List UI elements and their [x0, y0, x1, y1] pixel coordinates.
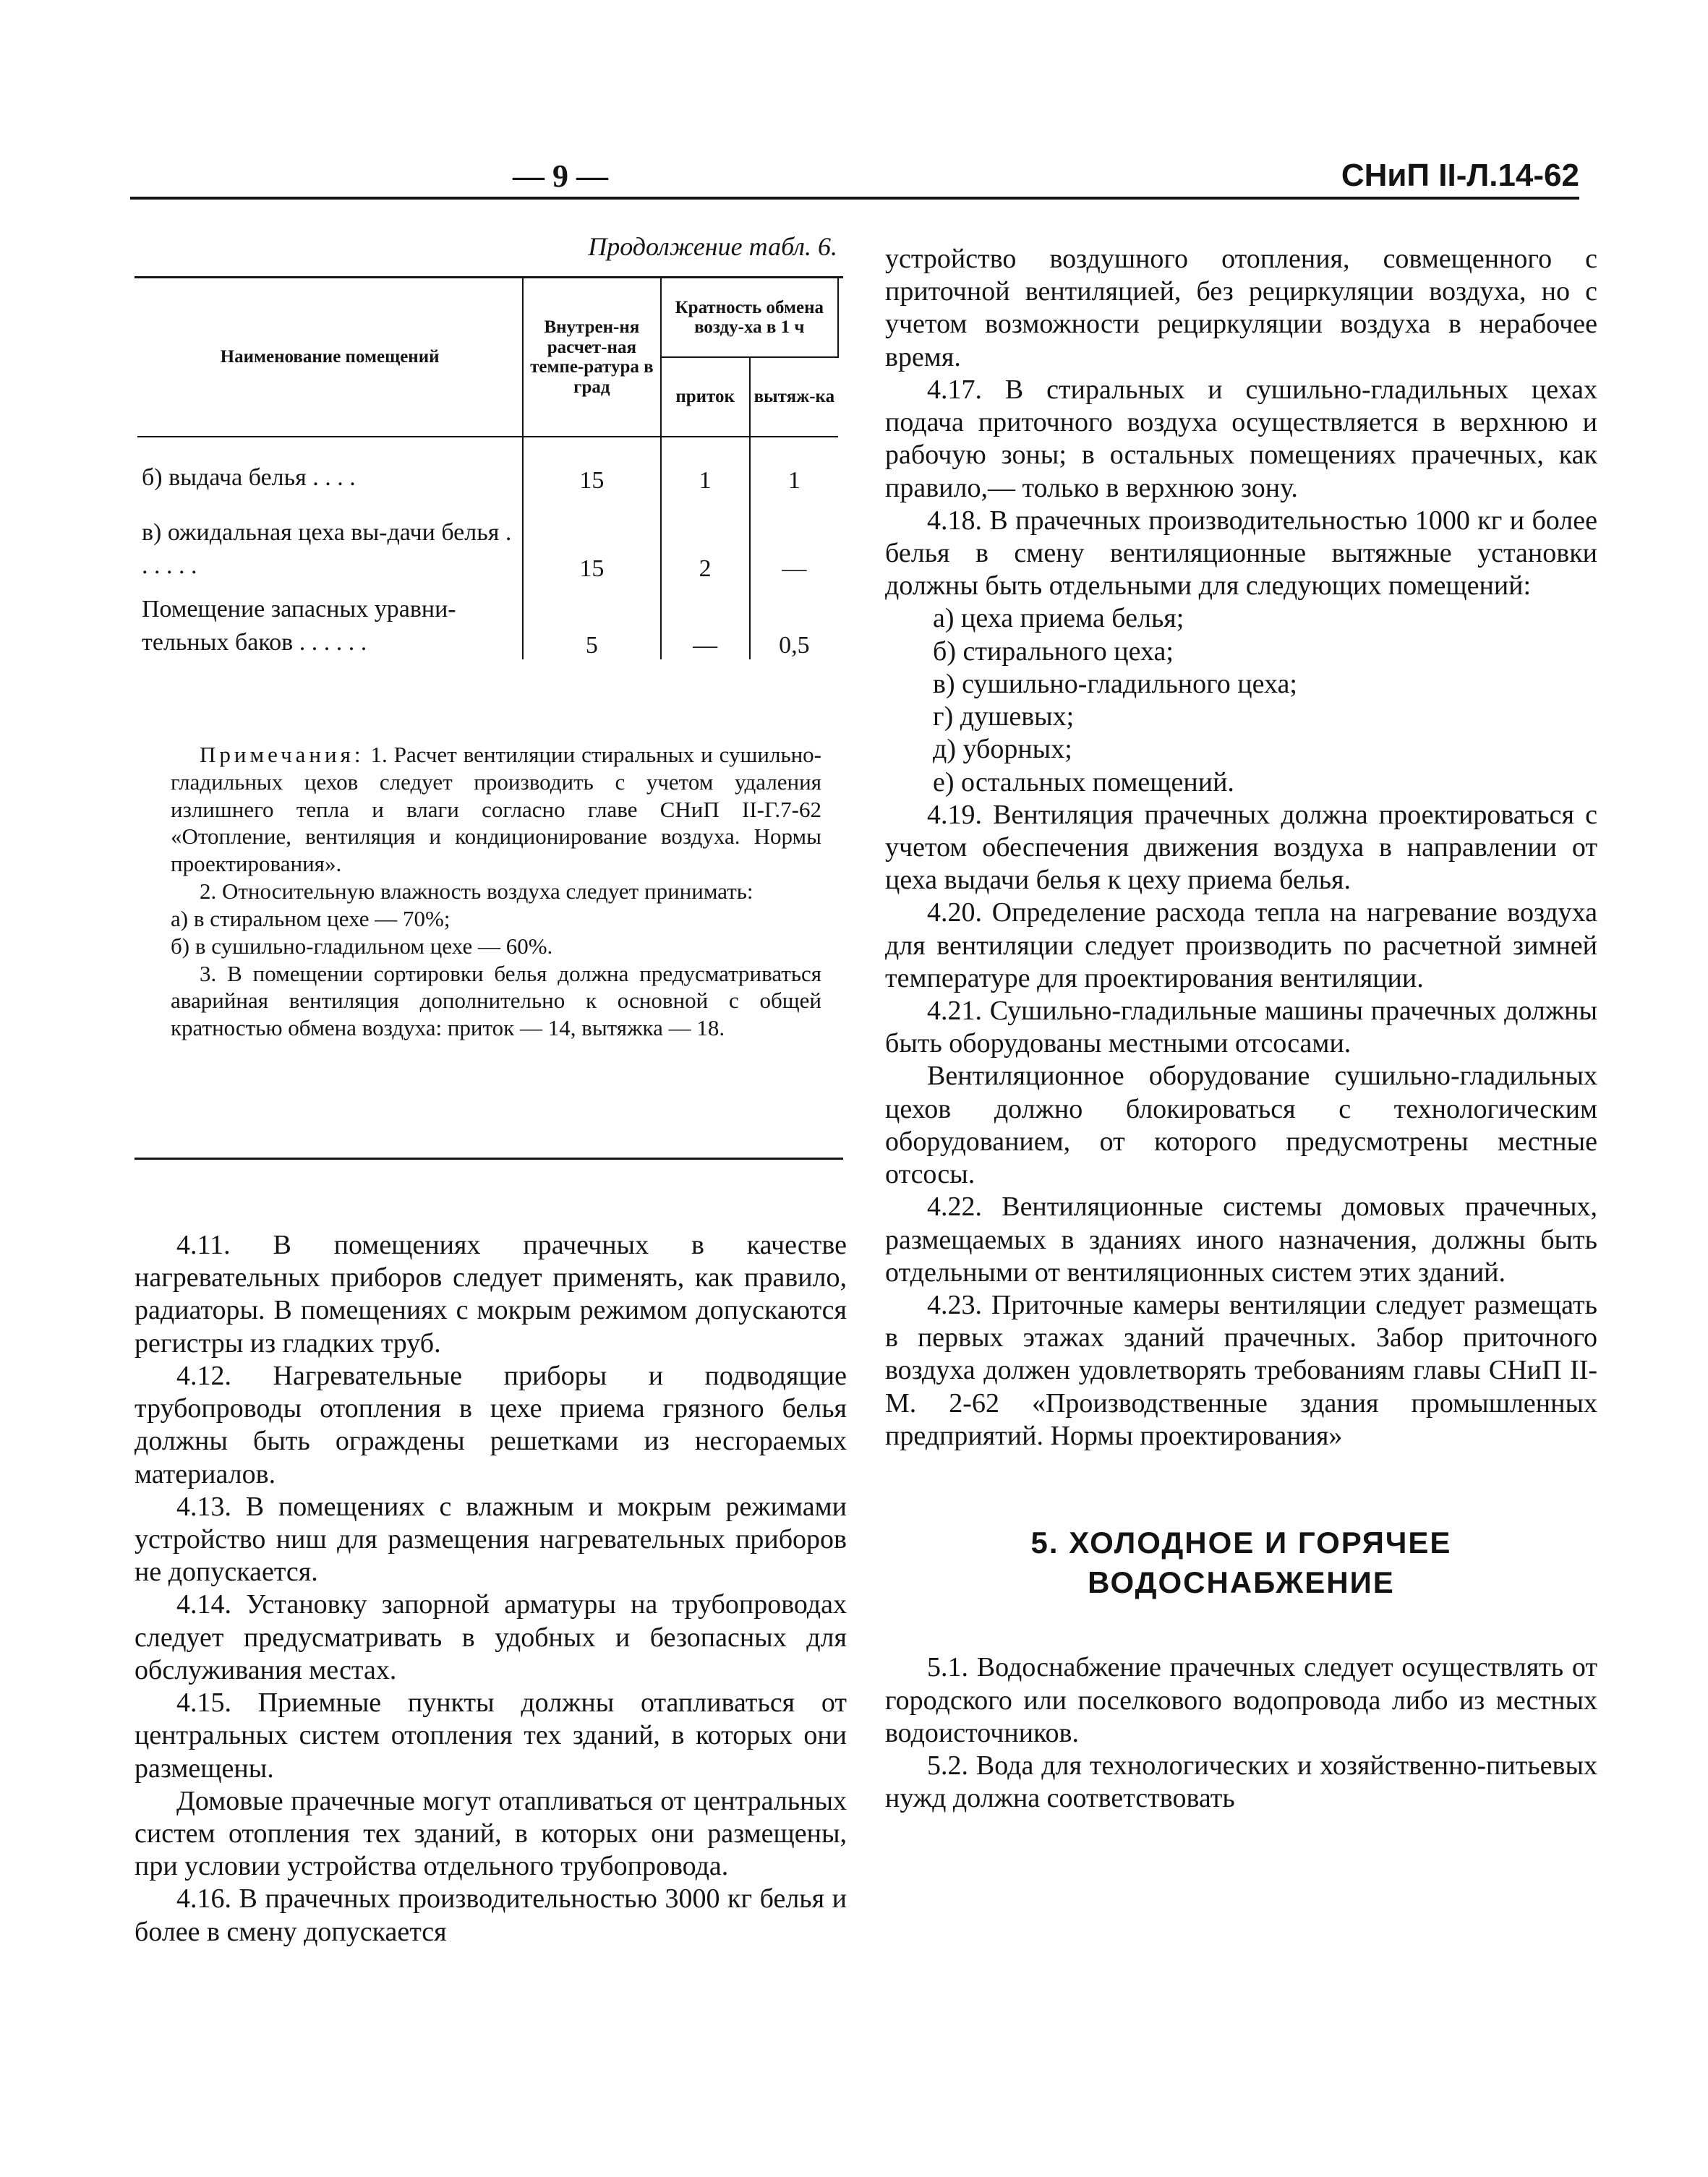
note-3: 3. В помещении сортировки белья должна предусматриваться аварийная вентиляция дополнительно к основной с общей кратностью обмена воздуха: приток — 14, вытяжка — 18.	[171, 960, 821, 1041]
row-name: Помещение запасных уравни-тельных баков . . . . . .	[142, 596, 456, 656]
note-2a: а) в стиральном цехе — 70%;	[171, 905, 451, 931]
paragraph-4-19: 4.19. Вентиляция прачечных должна проектироваться с учетом обеспечения движения воздуха в направлении от цеха выдачи белья к цеху приема белья.	[885, 799, 1597, 896]
table-caption: Продолжение табл. 6.	[588, 232, 837, 261]
row-supply: 1	[661, 437, 750, 495]
table-row	[137, 437, 838, 495]
row-exhaust: 1	[750, 437, 838, 495]
row-name: в) ожидальная цеха вы-дачи белья . . . . . .	[142, 519, 512, 580]
paragraph-4-12: 4.12. Нагревательные приборы и подводящие трубопроводы отопления в цехе приема грязного белья должны быть ограждены решетками из несгораемых материалов.	[134, 1360, 847, 1489]
notes-label: Примечания:	[200, 742, 364, 767]
paragraph-4-21-note: Вентиляционное оборудование сушильно-гладильных цехов должно блокироваться с технологическим оборудованием, от которого предусмотрены местные отсосы.	[885, 1061, 1597, 1190]
paragraph-4-18: 4.18. В прачечных производительностью 1000 кг и более белья в смену вентиляционные вытяжные установки должны быть отдельными для следующих помещений:	[885, 505, 1597, 602]
paragraph-5-1: 5.1. Водоснабжение прачечных следует осуществлять от городского или поселкового водопровода либо из местных водоисточников.	[885, 1652, 1597, 1748]
row-name: б) выдача белья . . . .	[142, 464, 356, 492]
list-item: б) стирального цеха;	[933, 636, 1174, 667]
paragraph-4-20: 4.20. Определение расхода тепла на нагревание воздуха для вентиляции следует производить по расчетной зимней температуре для проектирования вентиляции.	[885, 897, 1597, 993]
col-supply-header: приток	[661, 357, 750, 437]
paragraph-5-2: 5.2. Вода для технологических и хозяйственно-питьевых нужд должна соответствовать	[885, 1750, 1597, 1814]
document-code: СНиП II-Л.14-62	[1341, 158, 1579, 193]
row-temp: 15	[523, 495, 660, 583]
row-exhaust: —	[750, 495, 838, 583]
row-temp: 5	[523, 583, 660, 659]
list-item: д) уборных;	[933, 734, 1072, 765]
page-number: — 9 —	[513, 158, 608, 194]
note-1: 1. Расчет вентиляции стиральных и сушильно-гладильных цехов следует производить с учетом удаления излишнего тепла и влаги согласно главе СНиП II-Г.7-62 «Отопление, вентиляция и кондиционирование воздуха. Нормы проектирования».	[171, 742, 821, 877]
table-notes	[171, 741, 821, 1042]
paragraph-4-23: 4.23. Приточные камеры вентиляции следует размещать в первых этажах зданий прачечных. Забор приточного воздуха должен удовлетворять требованиям главы СНиП II-М. 2-62 «Производственные здания промышленных предприятий. Нормы проектирования»	[885, 1290, 1597, 1451]
right-column	[885, 243, 1597, 1815]
paragraph-4-15-note: Домовые прачечные могут отапливаться от центральных систем отопления тех зданий, в которых они размещены, при условии устройства отдельного трубопровода.	[134, 1785, 847, 1882]
col-rate-header: Кратность обмена возду-ха в 1 ч	[661, 278, 838, 357]
list-item: е) остальных помещений.	[933, 766, 1234, 797]
paragraph-4-22: 4.22. Вентиляционные системы домовых прачечных, размещаемых в зданиях иного назначения, должны быть отдельными от вентиляционных систем этих зданий.	[885, 1192, 1597, 1288]
row-temp: 15	[523, 437, 660, 495]
paragraph-4-13: 4.13. В помещениях с влажным и мокрым режимами устройство ниш для размещения нагревательных приборов не допускается.	[134, 1491, 847, 1588]
left-body-text	[134, 1229, 847, 1949]
section-heading	[885, 1523, 1597, 1602]
paragraph-4-21: 4.21. Сушильно-гладильные машины прачечных должны быть оборудованы местными отсосами.	[885, 996, 1597, 1059]
left-column	[134, 231, 858, 1949]
row-supply: —	[661, 583, 750, 659]
list-item: г) душевых;	[933, 701, 1075, 732]
paragraph-4-16-cont: устройство воздушного отопления, совмещенного с приточной вентиляцией, без рециркуляции воздуха, но с учетом возможности рециркуляции воздуха в нерабочее время.	[885, 244, 1597, 372]
room-list	[885, 602, 1597, 798]
col-exhaust-header: вытяж-ка	[750, 357, 838, 437]
list-item: а) цеха приема белья;	[933, 603, 1184, 634]
table-row	[137, 583, 838, 659]
paragraph-4-15: 4.15. Приемные пункты должны отапливаться от центральных систем отопления тех зданий, в которых они размещены.	[134, 1688, 847, 1784]
paragraph-4-16: 4.16. В прачечных производительностью 3000 кг белья и более в смену допускается	[134, 1883, 847, 1947]
note-2: 2. Относительную влажность воздуха следует принимать:	[200, 878, 753, 904]
header-rule	[130, 197, 1579, 200]
section-title-line-1: 5. ХОЛОДНОЕ И ГОРЯЧЕЕ	[1030, 1526, 1452, 1560]
table-box	[134, 276, 843, 1160]
paragraph-4-11: 4.11. В помещениях прачечных в качестве нагревательных приборов следует применять, как правило, радиаторы. В помещениях с мокрым режимом допускаются регистры из гладких труб.	[134, 1230, 847, 1359]
page-header	[130, 158, 1579, 201]
ventilation-table	[137, 278, 839, 659]
col-temp-header: Внутрен-ня расчет-ная темпе-ратура в град	[523, 278, 660, 437]
row-supply: 2	[661, 495, 750, 583]
row-exhaust: 0,5	[750, 583, 838, 659]
table-row	[137, 495, 838, 583]
list-item: в) сушильно-гладильного цеха;	[933, 668, 1297, 699]
paragraph-4-14: 4.14. Установку запорной арматуры на трубопроводах следует предусматривать в удобных и безопасных для обслуживания местах.	[134, 1589, 847, 1685]
section-title-line-2: ВОДОСНАБЖЕНИЕ	[1088, 1565, 1395, 1599]
col-name-header: Наименование помещений	[137, 278, 523, 437]
paragraph-4-17: 4.17. В стиральных и сушильно-гладильных цехах подача приточного воздуха осуществляется в верхнюю и рабочую зоны; в остальных помещениях прачечных, как правило,— только в верхнюю зону.	[885, 374, 1597, 503]
note-2b: б) в сушильно-гладильном цехе — 60%.	[171, 933, 553, 959]
